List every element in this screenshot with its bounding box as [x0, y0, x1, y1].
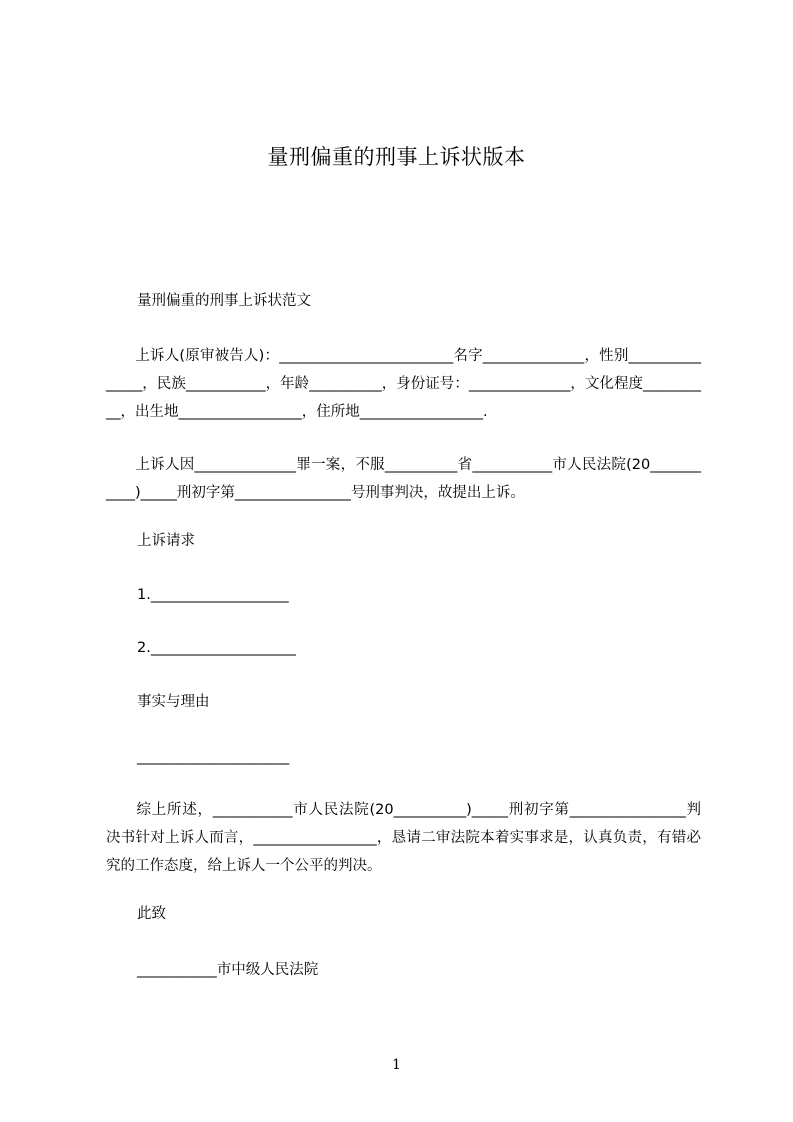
- request-item-2: 2.____________________: [137, 640, 296, 656]
- appellant-info-paragraph: 上诉人(原审被告人)：________________________名字______________，性别_______________，民族___________，年龄__________，身份证号：______________，文化程度__________，出生地_________________，住所地_________________.: [106, 348, 701, 420]
- facts-blank: _____________________: [137, 749, 290, 765]
- court-name: ___________市中级人民法院: [137, 962, 319, 978]
- facts-heading: 事实与理由: [137, 694, 210, 710]
- page-number: 1: [392, 1057, 401, 1073]
- conclusion-paragraph: 综上所述，___________市人民法院(20__________)_____刑初字第________________判决书针对上诉人而言，_________________，恳请二审法院本着实事求是，认真负责，有错必究的工作态度，给上诉人一个公平的判决。: [106, 802, 701, 874]
- appeal-reason-paragraph: 上诉人因______________罪一案，不服__________省___________市人民法院(20___________)_____刑初字第________________号刑事判决，故提出上诉。: [106, 457, 701, 501]
- request-item-1: 1.___________________: [137, 587, 289, 603]
- request-heading: 上诉请求: [137, 533, 195, 549]
- document-title: 量刑偏重的刑事上诉状版本: [267, 145, 526, 169]
- document-subtitle: 量刑偏重的刑事上诉状范文: [137, 293, 311, 309]
- closing-salutation: 此致: [137, 906, 166, 922]
